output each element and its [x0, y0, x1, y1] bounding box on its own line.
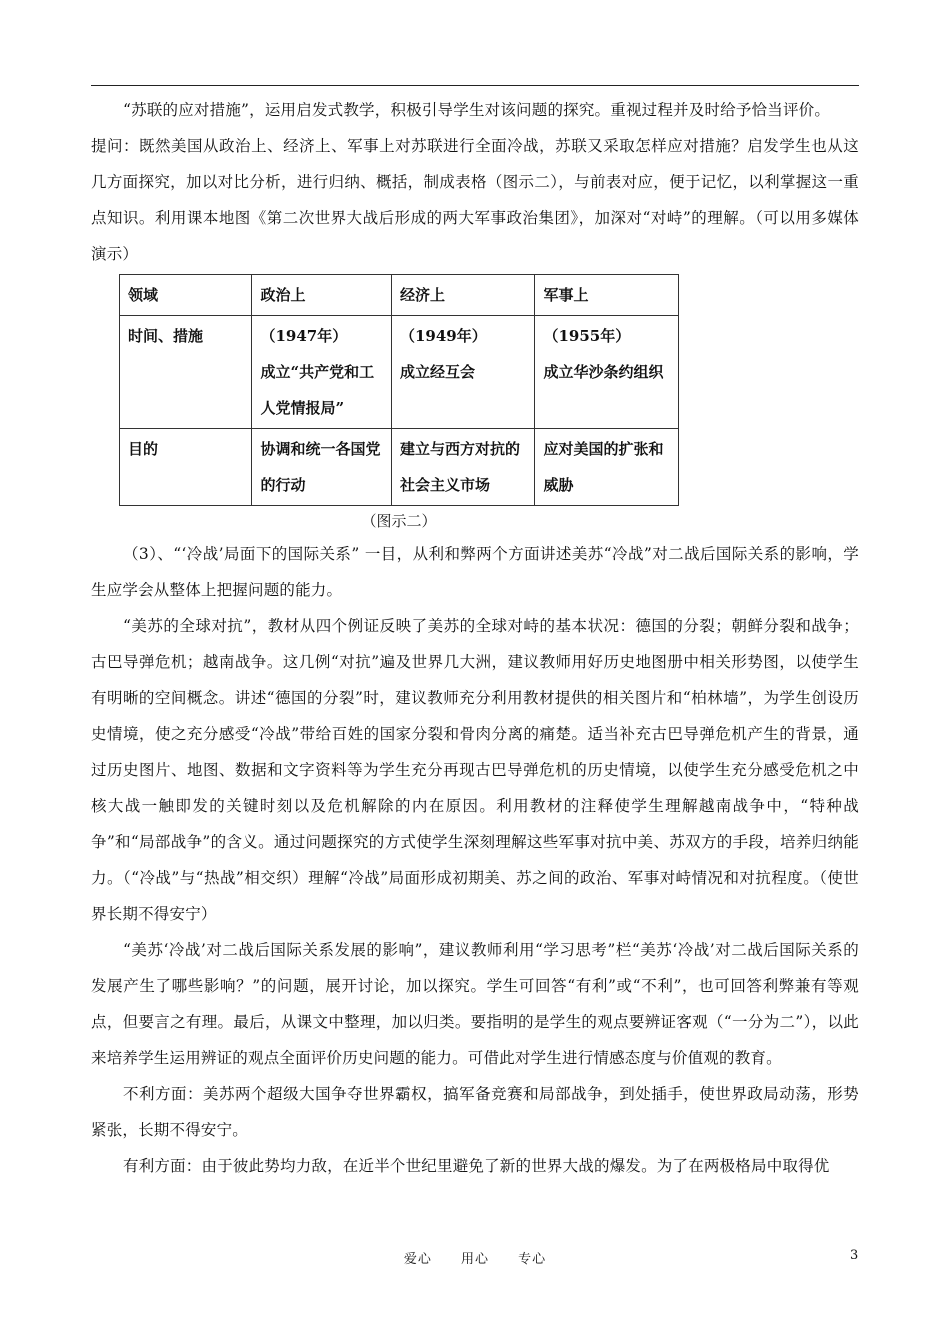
header-cell-military: 军事上 [535, 275, 679, 316]
cell-military-time [535, 316, 679, 429]
economic-measure: 成立经互会 [399, 363, 475, 381]
table-row-time-measures [120, 316, 679, 429]
header-cell-economic: 经济上 [391, 275, 535, 316]
page-number: 3 [850, 1248, 859, 1263]
motto-focus: 专心 [518, 1252, 547, 1267]
document-body [91, 92, 859, 1184]
military-measure: 成立华沙条约组织 [543, 363, 664, 381]
cell-economic-time [391, 316, 535, 429]
political-measure: 成立“共产党和工人党情报局” [260, 363, 375, 417]
cell-economic-purpose: 建立与西方对抗的社会主义市场 [391, 429, 535, 506]
paragraph-cold-war-impact: “美苏‘冷战’对二战后国际关系发展的影响”，建议教师利用“学习思考”栏“美苏‘冷战’对二战后国际关系的发展产生了哪些影响？”的问题，展开讨论，加以探究。学生可回答“有利”或“不利”，也可回答利弊兼有等观点，但要言之有理。最后，从课文中整理，加以归类。要指明的是学生的观点要辨证客观（“一分为二”），以此来培养学生运用辨证的观点全面评价历史问题的能力。可借此对学生进行情感态度与价值观的教育。 [91, 941, 859, 1067]
table-header-row [120, 275, 679, 316]
motto-effort: 用心 [460, 1252, 489, 1267]
cell-political-purpose: 协调和统一各国党的行动 [252, 429, 391, 506]
paragraph-section-3: （3）、“‘冷战’局面下的国际关系” 一目，从利和弊两个方面讲述美苏“冷战”对二战后国际关系的影响，学生应学会从整体上把握问题的能力。 [91, 545, 859, 599]
motto-love: 爱心 [403, 1252, 432, 1267]
paragraph-advantages: 有利方面：由于彼此势均力敌，在近半个世纪里避免了新的世界大战的爆发。为了在两极格局中取得优 [123, 1157, 830, 1175]
military-year: （1955年） [543, 327, 631, 345]
row-label-time: 时间、措施 [120, 316, 252, 429]
footer-motto [0, 1248, 950, 1267]
table-caption: （图示二） [361, 512, 437, 530]
header-cell-political: 政治上 [252, 275, 391, 316]
cell-military-purpose: 应对美国的扩张和威胁 [535, 429, 679, 506]
table-row-purpose [120, 429, 679, 506]
paragraph-disadvantages: 不利方面：美苏两个超级大国争夺世界霸权，搞军备竞赛和局部战争，到处插手，使世界政局动荡，形势紧张，长期不得安宁。 [91, 1085, 859, 1139]
political-year: （1947年） [260, 327, 348, 345]
soviet-measures-table [119, 274, 679, 506]
cell-political-time [252, 316, 391, 429]
paragraph-global-confrontation: “美苏的全球对抗”，教材从四个例证反映了美苏的全球对峙的基本状况：德国的分裂；朝鲜分裂和战争；古巴导弹危机；越南战争。这几例“对抗”遍及世界几大洲，建议教师用好历史地图册中相关形势图，以使学生有明晰的空间概念。讲述“德国的分裂”时，建议教师充分利用教材提供的相关图片和“柏林墙”，为学生创设历史情境，使之充分感受“冷战”带给百姓的国家分裂和骨肉分离的痛楚。适当补充古巴导弹危机产生的背景，通过历史图片、地图、数据和文字资料等为学生充分再现古巴导弹危机的历史情境，以使学生充分感受危机之中核大战一触即发的关键时刻以及危机解除的内在原因。利用教材的注释使学生理解越南战争中，“特种战争”和“局部战争”的含义。通过问题探究的方式使学生深刻理解这些军事对抗中美、苏双方的手段，培养归纳能力。（“冷战”与“热战”相交织）理解“冷战”局面形成初期美、苏之间的政治、军事对峙情况和对抗程度。（使世界长期不得安宁） [91, 617, 859, 923]
economic-year: （1949年） [399, 327, 487, 345]
header-rule [91, 85, 859, 86]
header-cell-domain: 领域 [120, 275, 252, 316]
paragraph-soviet-response: “苏联的应对措施”，运用启发式教学，积极引导学生对该问题的探究。重视过程并及时给予恰当评价。 [123, 101, 831, 119]
row-label-purpose: 目的 [120, 429, 252, 506]
paragraph-question: 提问：既然美国从政治上、经济上、军事上对苏联进行全面冷战，苏联又采取怎样应对措施？启发学生也从这几方面探究，加以对比分析，进行归纳、概括，制成表格（图示二），与前表对应，便于记忆，以利掌握这一重点知识。利用课本地图《第二次世界大战后形成的两大军事政治集团》，加深对“对峙”的理解。（可以用多媒体演示） [91, 137, 859, 263]
